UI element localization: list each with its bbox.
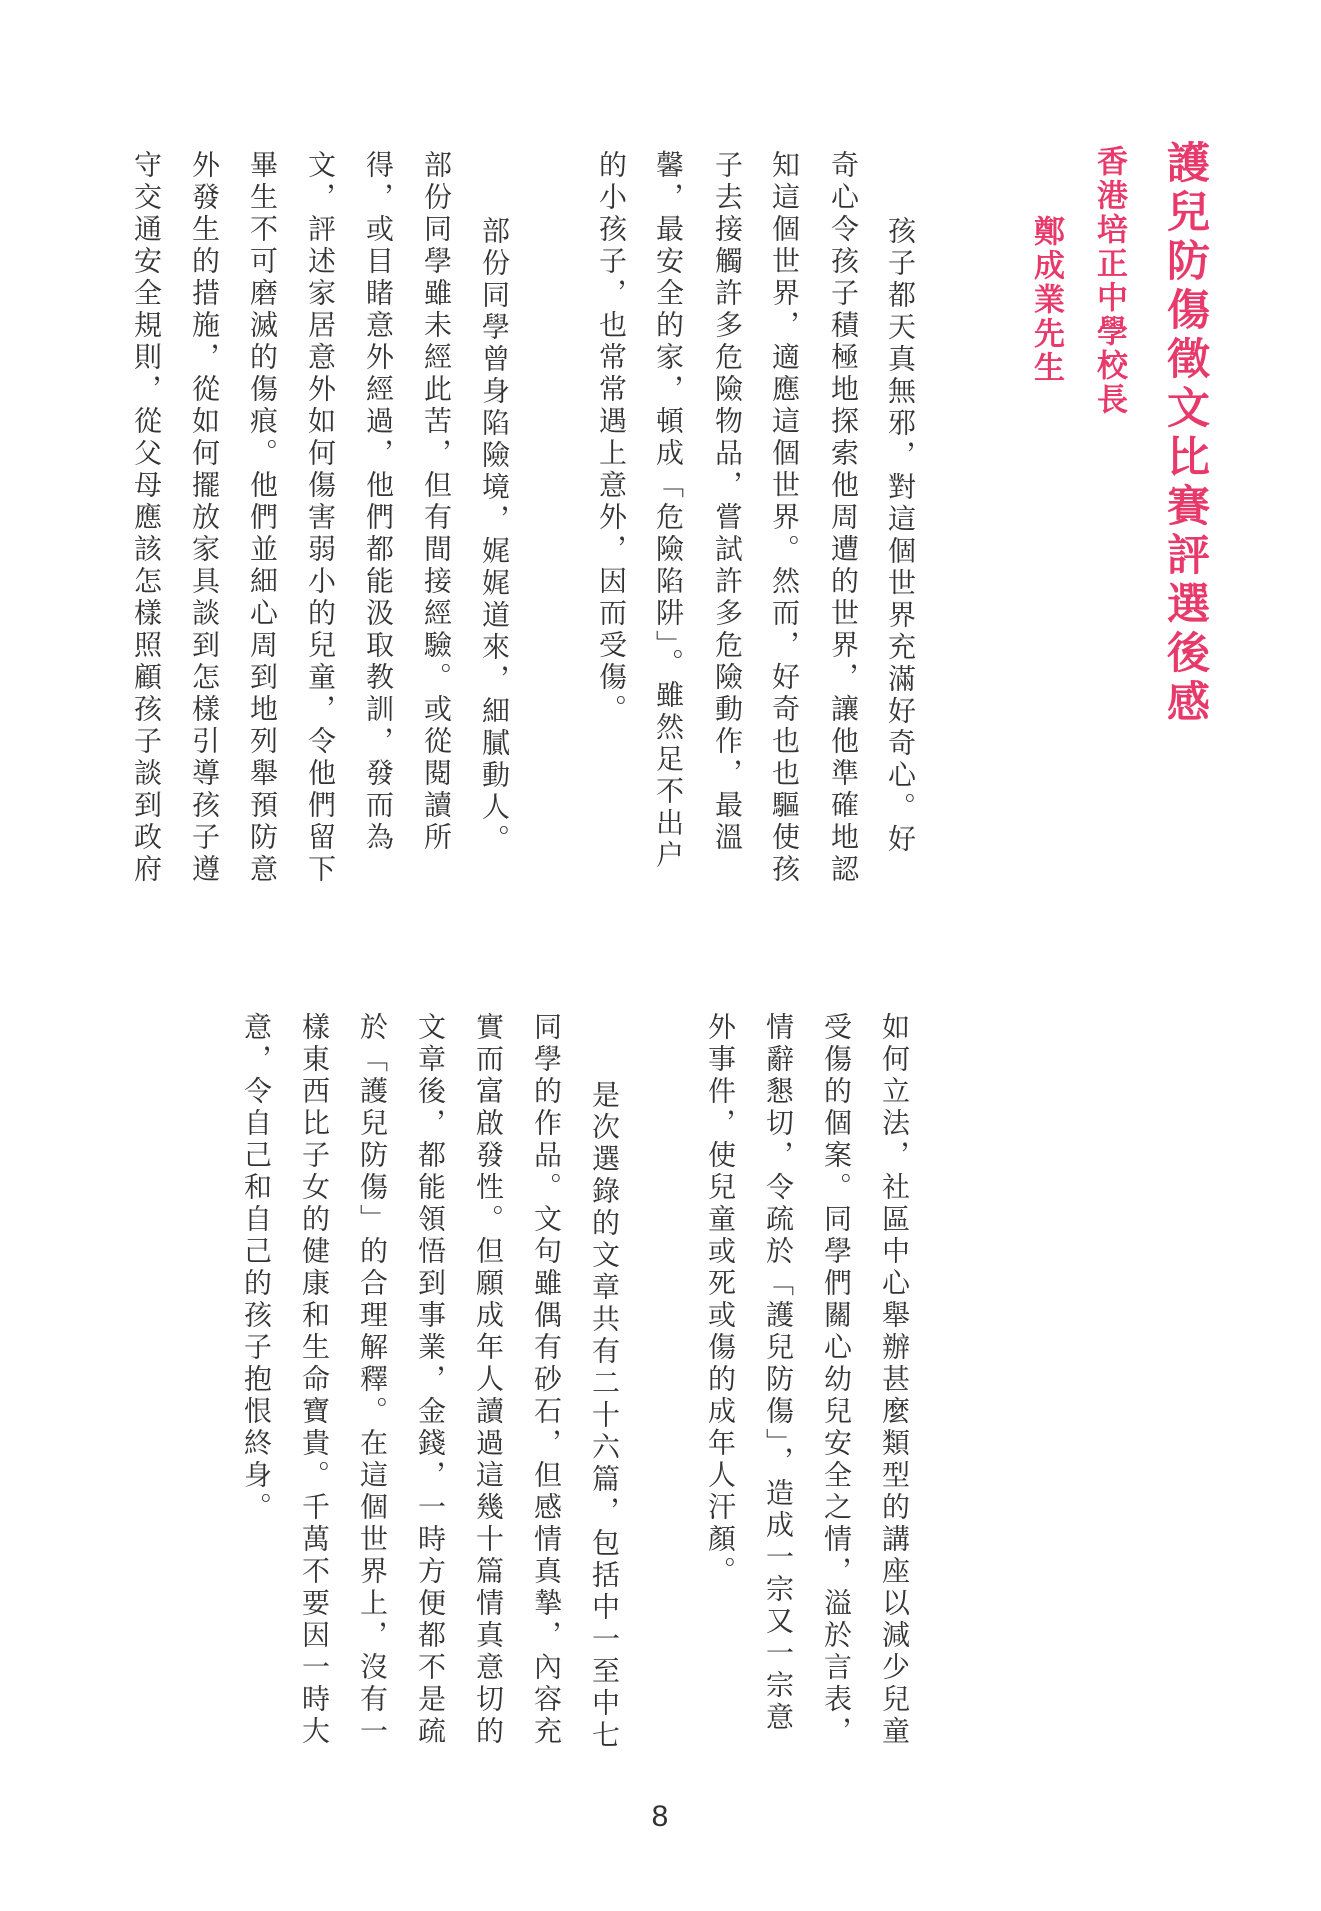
- text-column: 外發生的措施，從如何擺放家具談到怎樣引導孩子遵: [188, 150, 221, 886]
- text-column: 於「護兒防傷」的合理解釋。在這個世界上，沒有一: [356, 1012, 389, 1748]
- text-column: 畢生不可磨滅的傷痕。他們並細心周到地列舉預防意: [246, 150, 279, 886]
- text-column: 意，令自己和自己的孩子抱恨終身。: [240, 1012, 273, 1524]
- text-column: 情辭懇切，令疏於「護兒防傷」，造成一宗又一宗意: [762, 1012, 795, 1734]
- school-name: 香港培正中學校長: [1091, 145, 1127, 417]
- text-column: 守交通安全規則，從父母應該怎樣照顧孩子談到政府: [130, 150, 163, 886]
- text-column: 外事件，使兒童或死或傷的成年人汗顏。: [704, 1012, 737, 1588]
- text-column: 文章後，都能領悟到事業，金錢，一時方便都不是疏: [414, 1012, 447, 1748]
- text-column: 樣東西比子女的健康和生命寶貴。千萬不要因一時大: [298, 1012, 331, 1748]
- text-column: 同學的作品。文句雖偶有砂石，但感情真摯，內容充: [530, 1012, 563, 1748]
- text-column: 知這個世界，適應這個世界。然而，好奇也也驅使孩: [768, 150, 801, 886]
- text-column: 受傷的個案。同學們關心幼兒安全之情，溢於言表，: [820, 1012, 853, 1748]
- text-column: 子去接觸許多危險物品，嘗試許多危險動作，最溫: [711, 150, 744, 854]
- text-column: 得，或目睹意外經過，他們都能汲取教訓，發而為: [362, 150, 395, 854]
- text-column: 的小孩子，也常常遇上意外，因而受傷。: [595, 150, 628, 726]
- text-column: 奇心令孩子積極地探索他周遭的世界，讓他準確地認: [827, 150, 860, 886]
- page-number: 8: [651, 1800, 669, 1833]
- text-column: 是次選錄的文章共有二十六篇，包括中一至中七: [588, 1080, 621, 1752]
- text-column: 如何立法，社區中心舉辦甚麼類型的講座以減少兒童: [878, 1012, 911, 1748]
- author-name: 鄭成業先生: [1028, 215, 1064, 385]
- text-column: 文，評述家居意外如何傷害弱小的兒童，令他們留下: [304, 150, 337, 886]
- text-column: 部份同學曾身陷險境，娓娓道來，細膩動人。: [478, 216, 511, 856]
- text-column: 實而富啟發性。但願成年人讀過這幾十篇情真意切的: [472, 1012, 505, 1748]
- text-column: 馨，最安全的家，頓成「危險陷阱」。雖然足不出户: [652, 150, 685, 872]
- article-title: 護兒防傷徵文比賽評選後感: [1160, 140, 1210, 728]
- text-column: 孩子都天真無邪，對這個世界充滿好奇心。好: [884, 216, 917, 856]
- text-column: 部份同學雖未經此苦，但有間接經驗。或從閱讀所: [420, 150, 453, 854]
